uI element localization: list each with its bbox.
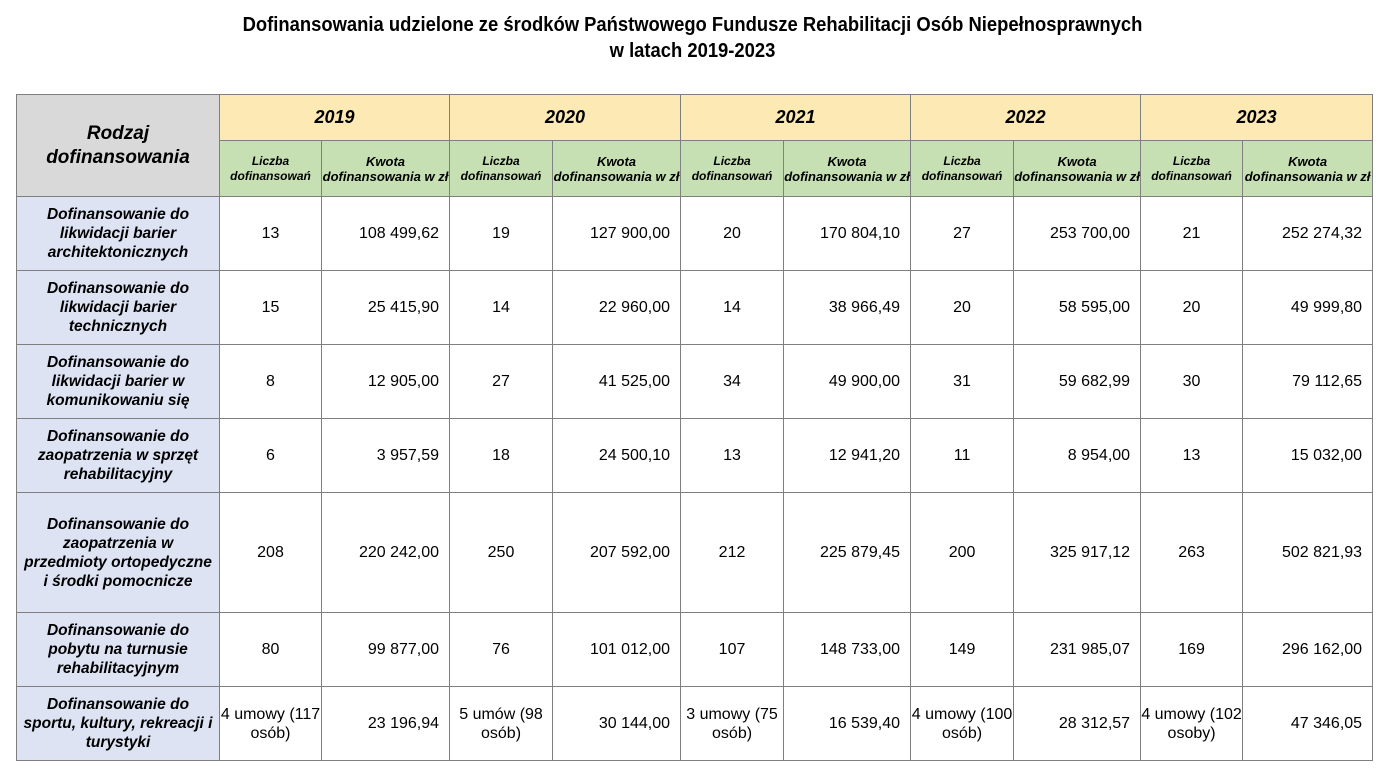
corner-header: Rodzaj dofinansowania xyxy=(17,95,220,197)
row-header: Dofinansowanie do likwidacji barier architektonicznych xyxy=(17,197,220,271)
count-cell: 20 xyxy=(681,197,784,271)
count-header: Liczba dofinansowań xyxy=(220,141,322,197)
count-cell: 19 xyxy=(450,197,553,271)
count-cell: 27 xyxy=(911,197,1014,271)
count-cell: 11 xyxy=(911,419,1014,493)
count-cell: 4 umowy (100 osób) xyxy=(911,687,1014,761)
funding-table xyxy=(16,94,1373,761)
count-cell: 212 xyxy=(681,493,784,613)
amount-cell: 25 415,90 xyxy=(322,271,450,345)
count-cell: 20 xyxy=(1141,271,1243,345)
count-cell: 13 xyxy=(1141,419,1243,493)
year-header-2019: 2019 xyxy=(220,95,450,141)
amount-header: Kwota dofinansowania w zł xyxy=(1243,141,1373,197)
table-row xyxy=(17,613,1373,687)
amount-cell: 220 242,00 xyxy=(322,493,450,613)
count-cell: 34 xyxy=(681,345,784,419)
amount-cell: 99 877,00 xyxy=(322,613,450,687)
count-cell: 250 xyxy=(450,493,553,613)
amount-cell: 47 346,05 xyxy=(1243,687,1373,761)
amount-header: Kwota dofinansowania w zł xyxy=(553,141,681,197)
count-header: Liczba dofinansowań xyxy=(450,141,553,197)
subheader-row xyxy=(17,141,1373,197)
count-cell: 80 xyxy=(220,613,322,687)
amount-cell: 41 525,00 xyxy=(553,345,681,419)
amount-cell: 28 312,57 xyxy=(1014,687,1141,761)
amount-header: Kwota dofinansowania w zł xyxy=(322,141,450,197)
amount-cell: 58 595,00 xyxy=(1014,271,1141,345)
amount-cell: 108 499,62 xyxy=(322,197,450,271)
table-row xyxy=(17,345,1373,419)
amount-cell: 16 539,40 xyxy=(784,687,911,761)
year-header-2021: 2021 xyxy=(681,95,911,141)
year-header-2020: 2020 xyxy=(450,95,681,141)
title-line-1: Dofinansowania udzielone ze środków Państwowego Fundusze Rehabilitacji Osób Niepełnosprawnych xyxy=(242,14,1143,36)
count-header: Liczba dofinansowań xyxy=(911,141,1014,197)
amount-cell: 38 966,49 xyxy=(784,271,911,345)
count-cell: 20 xyxy=(911,271,1014,345)
amount-header: Kwota dofinansowania w zł xyxy=(784,141,911,197)
amount-cell: 325 917,12 xyxy=(1014,493,1141,613)
count-cell: 21 xyxy=(1141,197,1243,271)
count-cell: 5 umów (98 osób) xyxy=(450,687,553,761)
amount-cell: 296 162,00 xyxy=(1243,613,1373,687)
table-row xyxy=(17,197,1373,271)
amount-cell: 253 700,00 xyxy=(1014,197,1141,271)
row-header: Dofinansowanie do zaopatrzenia w sprzęt rehabilitacyjny xyxy=(17,419,220,493)
count-cell: 13 xyxy=(681,419,784,493)
count-cell: 169 xyxy=(1141,613,1243,687)
title-line-2: w latach 2019-2023 xyxy=(609,40,776,62)
amount-cell: 252 274,32 xyxy=(1243,197,1373,271)
count-cell: 18 xyxy=(450,419,553,493)
count-header: Liczba dofinansowań xyxy=(1141,141,1243,197)
year-header-2023: 2023 xyxy=(1141,95,1373,141)
amount-cell: 127 900,00 xyxy=(553,197,681,271)
year-header-row xyxy=(17,95,1373,141)
row-header: Dofinansowanie do likwidacji barier w komunikowaniu się xyxy=(17,345,220,419)
table-row xyxy=(17,419,1373,493)
count-cell: 14 xyxy=(450,271,553,345)
row-header: Dofinansowanie do sportu, kultury, rekreacji i turystyki xyxy=(17,687,220,761)
count-cell: 208 xyxy=(220,493,322,613)
row-header: Dofinansowanie do pobytu na turnusie rehabilitacyjnym xyxy=(17,613,220,687)
count-cell: 30 xyxy=(1141,345,1243,419)
amount-cell: 12 905,00 xyxy=(322,345,450,419)
count-cell: 263 xyxy=(1141,493,1243,613)
amount-cell: 207 592,00 xyxy=(553,493,681,613)
amount-cell: 3 957,59 xyxy=(322,419,450,493)
count-cell: 4 umowy (102 osoby) xyxy=(1141,687,1243,761)
count-cell: 200 xyxy=(911,493,1014,613)
amount-cell: 15 032,00 xyxy=(1243,419,1373,493)
amount-cell: 225 879,45 xyxy=(784,493,911,613)
count-cell: 27 xyxy=(450,345,553,419)
table-row xyxy=(17,687,1373,761)
amount-cell: 23 196,94 xyxy=(322,687,450,761)
amount-cell: 12 941,20 xyxy=(784,419,911,493)
count-cell: 13 xyxy=(220,197,322,271)
count-cell: 31 xyxy=(911,345,1014,419)
count-cell: 15 xyxy=(220,271,322,345)
amount-cell: 170 804,10 xyxy=(784,197,911,271)
amount-cell: 148 733,00 xyxy=(784,613,911,687)
amount-cell: 79 112,65 xyxy=(1243,345,1373,419)
count-cell: 6 xyxy=(220,419,322,493)
table-row xyxy=(17,271,1373,345)
amount-cell: 22 960,00 xyxy=(553,271,681,345)
count-cell: 4 umowy (117 osób) xyxy=(220,687,322,761)
amount-cell: 59 682,99 xyxy=(1014,345,1141,419)
amount-cell: 49 999,80 xyxy=(1243,271,1373,345)
row-header: Dofinansowanie do likwidacji barier technicznych xyxy=(17,271,220,345)
count-cell: 149 xyxy=(911,613,1014,687)
amount-cell: 502 821,93 xyxy=(1243,493,1373,613)
amount-cell: 8 954,00 xyxy=(1014,419,1141,493)
amount-cell: 30 144,00 xyxy=(553,687,681,761)
amount-cell: 49 900,00 xyxy=(784,345,911,419)
count-cell: 8 xyxy=(220,345,322,419)
count-cell: 107 xyxy=(681,613,784,687)
document-title xyxy=(55,12,1329,64)
amount-cell: 24 500,10 xyxy=(553,419,681,493)
count-header: Liczba dofinansowań xyxy=(681,141,784,197)
amount-header: Kwota dofinansowania w zł xyxy=(1014,141,1141,197)
year-header-2022: 2022 xyxy=(911,95,1141,141)
table-row xyxy=(17,493,1373,613)
count-cell: 76 xyxy=(450,613,553,687)
count-cell: 14 xyxy=(681,271,784,345)
amount-cell: 231 985,07 xyxy=(1014,613,1141,687)
count-cell: 3 umowy (75 osób) xyxy=(681,687,784,761)
row-header: Dofinansowanie do zaopatrzenia w przedmioty ortopedyczne i środki pomocnicze xyxy=(17,493,220,613)
amount-cell: 101 012,00 xyxy=(553,613,681,687)
